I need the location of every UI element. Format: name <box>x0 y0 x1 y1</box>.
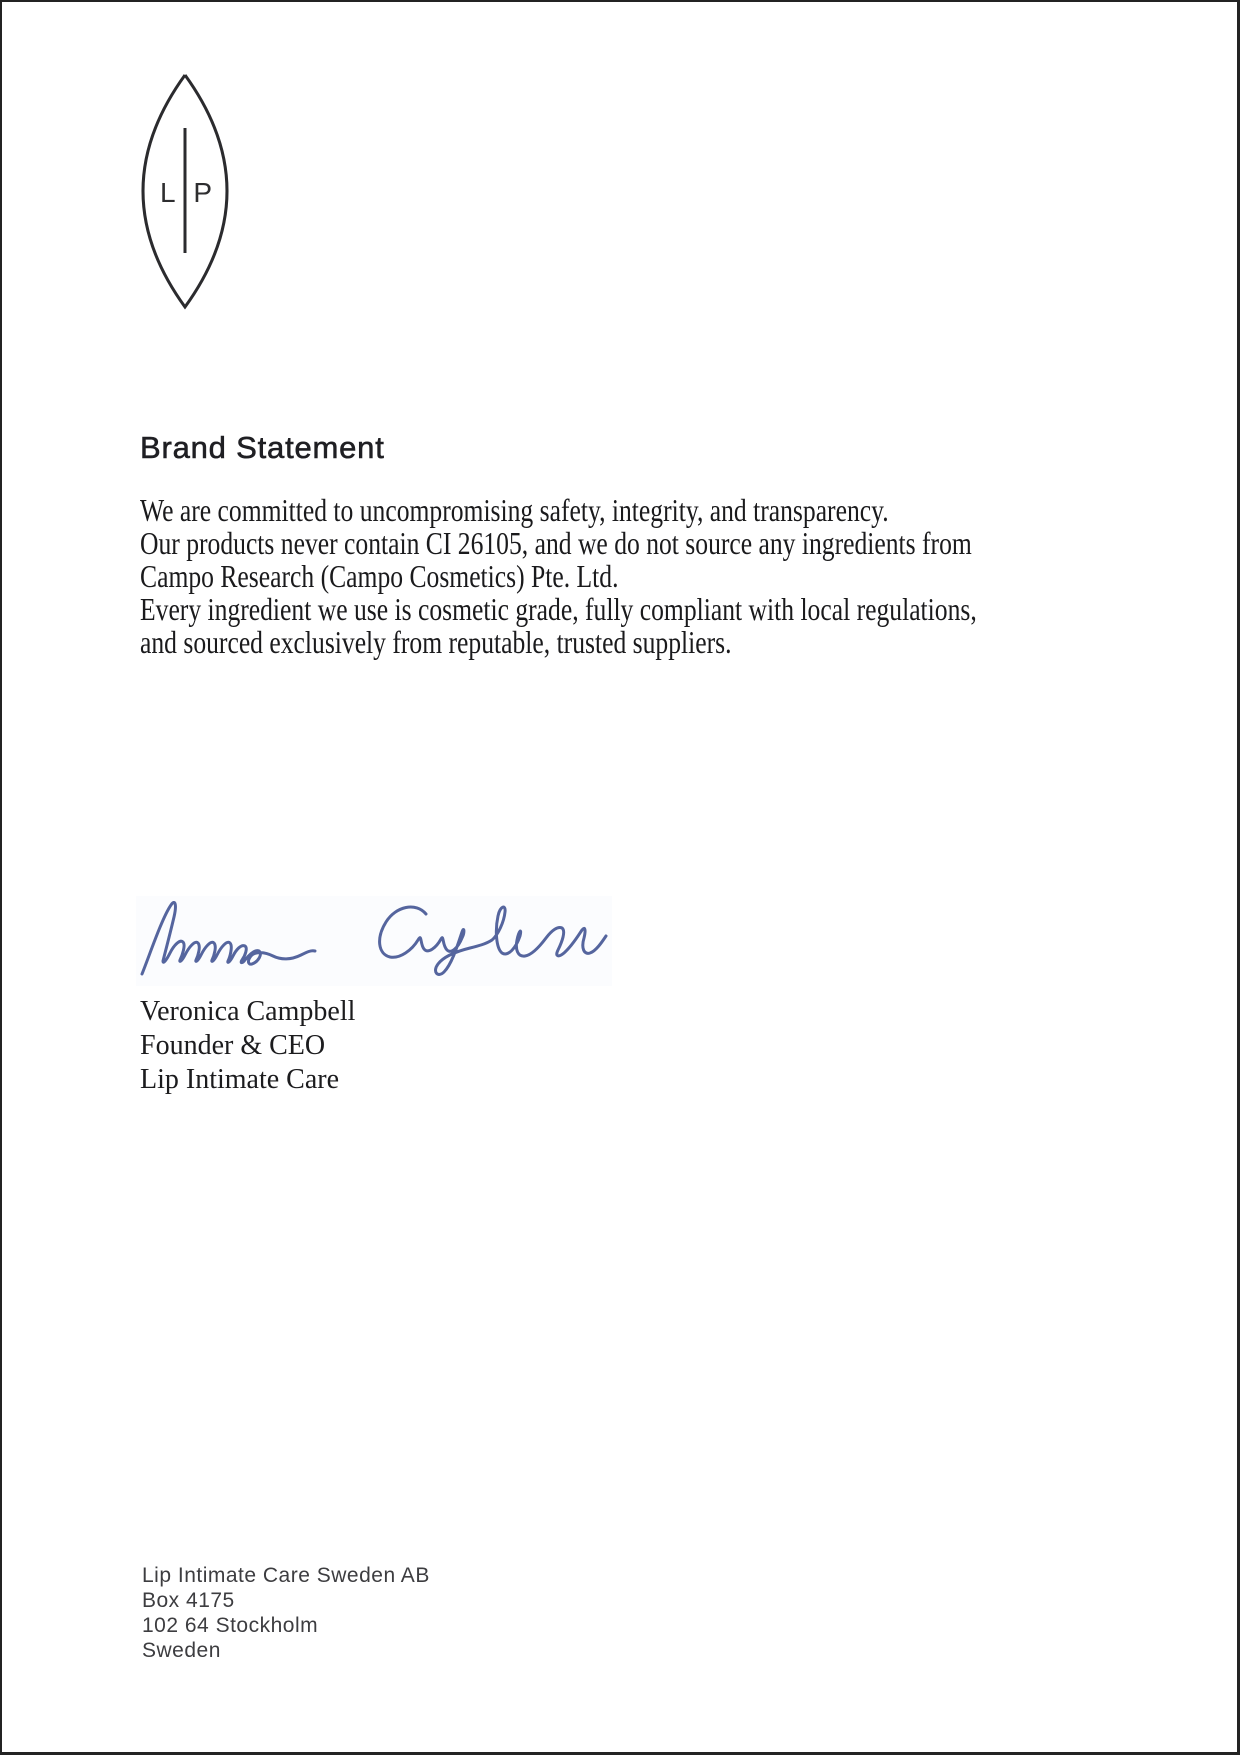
page-title: Brand Statement <box>140 430 385 465</box>
handwritten-signature-icon <box>136 896 612 986</box>
statement-line: Every ingredient we use is cosmetic grade, fully compliant with local regulations, <box>140 591 977 627</box>
signatory-name: Veronica Campbell <box>140 996 356 1027</box>
statement-line: We are committed to uncompromising safety, integrity, and transparency. <box>140 492 889 528</box>
signatory-title: Founder & CEO <box>140 1030 326 1061</box>
statement-line: and sourced exclusively from reputable, trusted suppliers. <box>140 624 732 660</box>
brand-statement-paragraph <box>140 494 977 659</box>
address-line-city: 102 64 Stockholm <box>142 1614 319 1637</box>
address-line-country: Sweden <box>142 1639 221 1662</box>
lip-brand-logo <box>142 72 228 310</box>
signatory-company: Lip Intimate Care <box>140 1064 340 1095</box>
address-line-box: Box 4175 <box>142 1589 235 1612</box>
logo-letter-l: L <box>159 177 177 208</box>
signature-image <box>136 896 612 986</box>
company-address-footer <box>142 1563 430 1663</box>
signature-last-name-stroke <box>380 907 606 974</box>
statement-line: Our products never contain CI 26105, and we do not source any ingredients from <box>140 525 972 561</box>
logo-letter-p: P <box>193 177 213 208</box>
address-line-company: Lip Intimate Care Sweden AB <box>142 1564 430 1587</box>
statement-line: Campo Research (Campo Cosmetics) Pte. Ltd. <box>140 558 619 594</box>
lens-logo-icon <box>142 72 228 310</box>
signature-first-name-stroke <box>142 902 315 974</box>
signatory-block <box>140 995 355 1097</box>
